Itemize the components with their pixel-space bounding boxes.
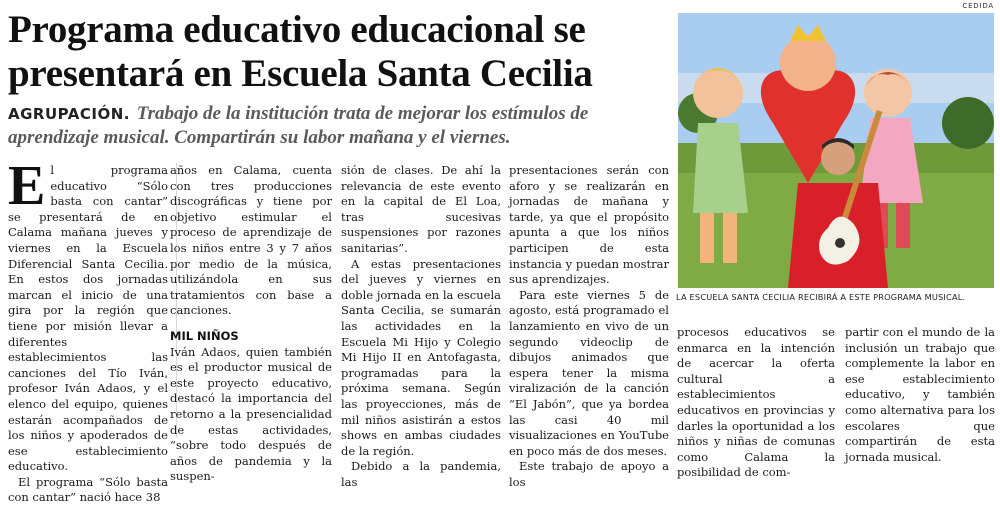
col5-paragraph-1: procesos educativos se enmarca en la intención de acercar la oferta cultural a establecimientos educativos en provincias y darles la oportunidad a los niños y niñas de comunas como Calama la posibilidad de com- <box>677 325 835 480</box>
mascot-head-right <box>864 69 912 117</box>
col4-paragraph-1: presentaciones serán con aforo y se realizarán en jornadas de mañana y tarde, ya que el propósito apunta a que los niños participen de esta instancia y puedan mostrar sus aprendizajes. <box>509 163 669 287</box>
performer-head <box>821 141 855 175</box>
column-4 <box>509 163 669 490</box>
headline: Programa educativo educacional se presentará en Escuela Santa Cecilia <box>8 8 593 95</box>
subheadline <box>8 102 668 150</box>
col3-paragraph-1: sión de clases. De ahí la relevancia de este evento en la capital de El Loa, tras sucesivas suspensiones por razones sanitarias”. <box>341 163 501 255</box>
mascot-head-left <box>693 68 743 118</box>
col3-paragraph-3: Debido a la pandemia, las <box>341 459 501 489</box>
subhead-text: Trabajo de la institución trata de mejorar los estímulos de aprendizaje musical. Compartirán su labor mañana y el viernes. <box>8 103 589 148</box>
section-heading: MIL NIÑOS <box>170 328 239 343</box>
col2-paragraph-1: años en Calama, cuenta con tres producciones discográficas y tiene por objetivo estimular el proceso de aprendizaje de los niños entre 3 y 7 años por medio de la música, utilizándola en sus tratamientos con base a canciones. <box>170 163 332 318</box>
column-5 <box>677 325 835 481</box>
mascot-head-center <box>780 35 836 91</box>
article-photo <box>678 13 994 288</box>
col1-paragraph-2: El programa “Sólo basta con cantar” nació hace 38 <box>8 474 168 505</box>
col1-paragraph-1: l programa educativo “Sólo basta con cantar” se presentará de en Calama mañana jueves y viernes en la Escuela Diferencial Santa Cecilia. En estos dos jornadas marcan el inicio de una gira por la región que tiene por misión llevar a diferentes establecimientos las canciones del Tío Iván, profesor Iván Adaos, y el elenco del equipo, quienes estarán acompañados de los niños y apoderados de ese establecimiento educativo. <box>8 163 168 474</box>
kicker: AGRUPACIÓN. <box>8 105 130 123</box>
column-6 <box>845 325 995 465</box>
drop-cap: E <box>8 155 46 217</box>
col3-paragraph-2: A estas presentaciones del jueves y viernes en doble jornada en la escuela Santa Cecilia, se sumarán las actividades en la Escuela Mi Hijo y Colegio Mi Hijo II en Antofagasta, programadas para la próxima semana. Según las proyecciones, más de mil niños asistirán a estos shows en ambas ciudades de la región. <box>341 256 501 458</box>
column-3 <box>341 163 501 490</box>
photo-caption: LA ESCUELA SANTA CECILIA RECIBIRÁ A ESTE PROGRAMA MUSICAL. <box>676 292 966 302</box>
col6-paragraph-1: partir con el mundo de la inclusión un trabajo que complemente la labor en ese establecimiento educativo, y también como alternativa para los escolares que compartirán de esta jornada musical. <box>845 325 995 464</box>
photo-credit: CEDIDA <box>962 2 994 10</box>
col4-paragraph-2: Para este viernes 5 de agosto, está programado el lanzamiento en vivo de un segundo videoclip de dibujos animados que espera tener la misma viralización de la canción “El Jabón”, que ya bordea las casi 40 mil visualizaciones en YouTube en poco más de dos meses. <box>509 287 669 458</box>
col4-paragraph-3: Este trabajo de apoyo a los <box>509 459 669 489</box>
column-2 <box>170 163 332 485</box>
col2-paragraph-2: Iván Adaos, quien también es el productor musical de este proyecto educativo, destacó la importancia del retorno a la presencialidad de estas actividades, “sobre todo después de años de pandemia y la suspen- <box>170 344 332 484</box>
column-1 <box>8 155 168 506</box>
photo-illustration <box>678 13 994 288</box>
